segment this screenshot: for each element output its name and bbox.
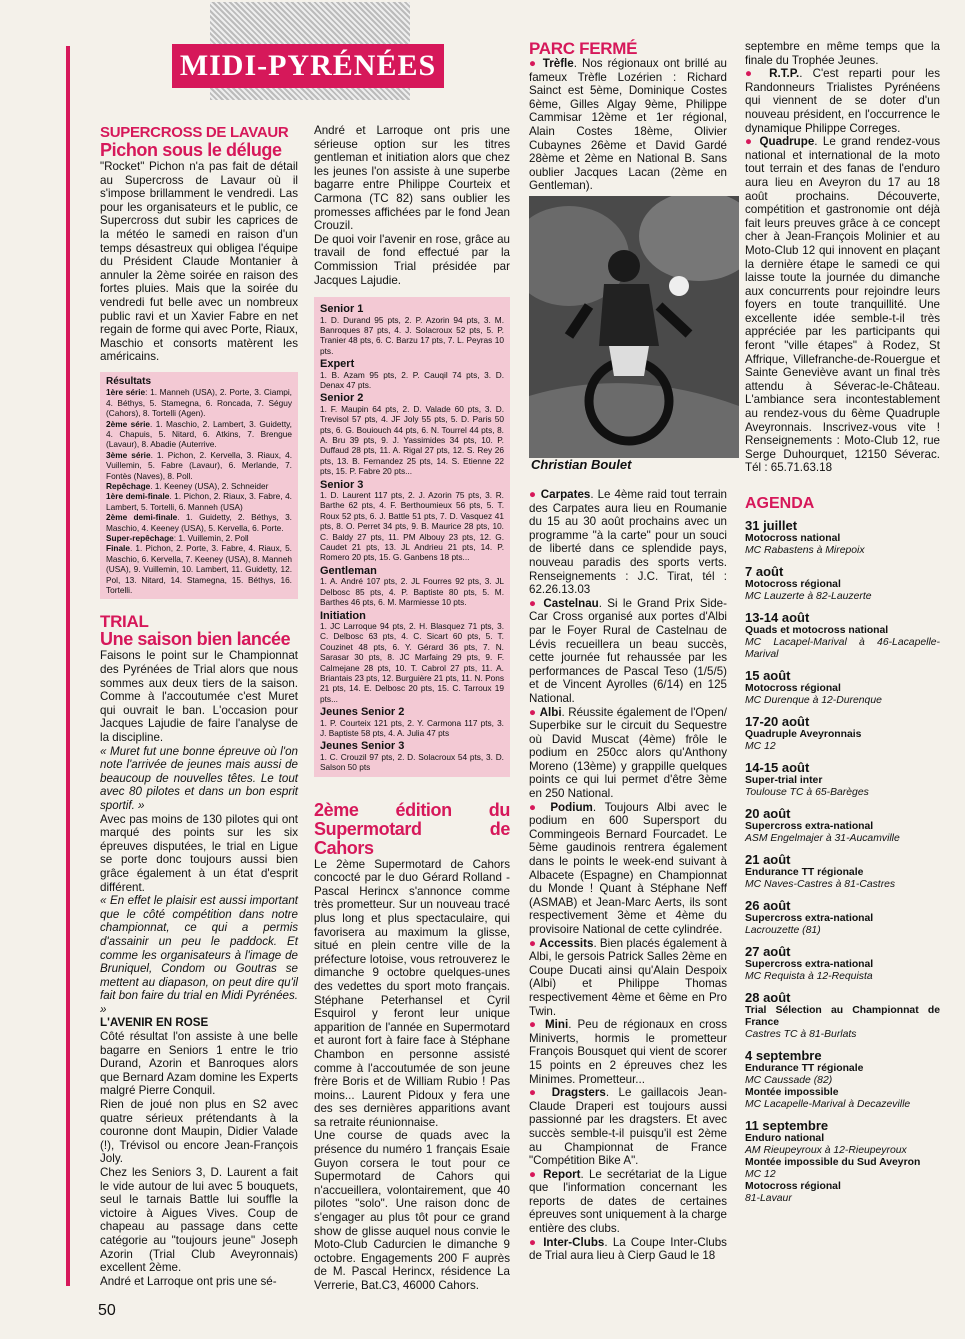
agenda-date: 20 août	[745, 805, 791, 821]
trial-body-6-start: André et Larroque ont pris une sé-	[100, 1274, 277, 1288]
bullet-icon: ●	[745, 67, 770, 81]
bullet-icon: ●	[529, 488, 541, 501]
bullet-icon: ●	[529, 800, 551, 814]
trial-result-text: 1. D. Durand 95 pts, 2. P. Azorin 94 pts, 3. M. Banroques 87 pts, 4. J. Solacroux 52 pts, 5. P. Tranier 48 pts, 6. C. Barzu 17 pts, 7. L. Peyras 10 pts.	[320, 314, 504, 356]
news-item-text: . Bien placés également à Albi, le gersois Patrick Salles 2ème en Coupe Ducati ainsi qu'Alain Despoix (Albi) et Philippe Thomas respectivement 4ème et 6ème en Pro Twin.	[529, 936, 727, 1018]
news-item-text: . Toujours Albi avec le podium en 600 Supersport du Commingeois Bernard Fourcadet. Le 5ème gaudinois rentrera également dans le points le week-end suivant à Albacete (Espagne) en Championnat du Monde ! Quant à Stéphane Neff (ASMAB) et Jean-Marc Aerts, ils sont respectivement 3ème et 4ème du provisoire National de cette cylindrée.	[529, 800, 727, 936]
result-line	[106, 450, 292, 481]
trial-quote-1: « Muret fut une bonne épreuve où l'on note l'arrivée de jeunes mais aussi de beaucoup de nouvelles têtes. Le tout avec 80 pilotes et dans un bon esprit sportif. »	[100, 744, 298, 812]
trial-result-category: Jeunes Senior 3	[320, 740, 405, 753]
agenda-event: Montée impossible du Sud Aveyron	[745, 1156, 921, 1168]
agenda-location: ASM Engelmajer à 31-Aucamville	[745, 832, 900, 844]
result-label: 3ème série	[106, 449, 151, 460]
agenda-location: MC Requista à 12-Requista	[745, 970, 873, 982]
news-item-label: Trèfle	[542, 57, 574, 70]
agenda-date: 11 septembre	[745, 1117, 829, 1133]
column-4	[745, 40, 940, 1205]
news-item-text: . C'est reparti pour les Randonneurs Trialistes Pyrénéens qui viennent de se doter d'un nouveau président, en l'occurrence le dynamique Philippe Correges.	[745, 67, 940, 135]
news-item	[529, 1236, 727, 1263]
trial-body-2: Avec pas moins de 130 pilotes qui ont marqué des points sur les six épreuves disputées, le trial en Ligue se porte donc toujours aussi bien grâce également à un état d'esprit différent.	[100, 812, 298, 894]
region-title: MIDI-PYRÉNÉES	[172, 44, 444, 88]
agenda-location: MC 12	[745, 740, 776, 752]
agenda-event: Supercross extra-national	[745, 958, 874, 970]
agenda-location: MC Lauzerte à 82-Lauzerte	[745, 590, 872, 602]
agenda-location: Lacrouzette (81)	[745, 924, 821, 936]
news-item-label: Castelnau	[543, 596, 599, 610]
result-text: : 1. Manneh (USA), 2. Porte, 3. Ciampi, 4. Béthys, 5. Stamegna, 6. Roncada, 7. Séguy (Cahors), 8. Tortelli (Agen).	[106, 387, 292, 419]
news-item-text: . Réussite également de l'Open/ Superbike sur le circuit du Sequestre où David Muscat (4ème) frôle le podium en 250cc alors qu'Anthony Moreno (13ème) y grappille quelques points ce qui lui permet d'être 3ème en 250 National.	[529, 705, 727, 801]
column-2	[314, 124, 510, 1293]
agenda-event: Motocross régional	[745, 1180, 841, 1192]
trial-body-7: De quoi voir l'avenir en rose, grâce au travail de fond effectué par la Commission Trial présidée par Jacques Lajudie.	[314, 232, 510, 287]
trial-headline: Une saison bien lancée	[100, 629, 291, 650]
news-item-label: R.T.P.	[769, 67, 800, 81]
news-item-label: Inter-Clubs	[543, 1235, 605, 1249]
agenda-date: 17-20 août	[745, 713, 810, 729]
bullet-icon: ●	[529, 1235, 544, 1249]
news-item	[529, 937, 727, 1019]
agenda-date: 31 juillet	[745, 517, 798, 533]
agenda-event: Quadruple Aveyronnais	[745, 728, 862, 740]
trial-body-4: Rien de joué non plus en S2 avec quatre sérieux prétendants à la couronne dont Maupin, Didier Valade (!), Trévisol ou encore Jean-François Joly.	[100, 1098, 298, 1166]
news-item-label: Report	[543, 1167, 581, 1181]
news-item	[529, 597, 727, 706]
result-label: 1ère série	[106, 387, 146, 398]
results-title: Résultats	[106, 375, 152, 387]
result-text: . 1. Maschio, 2. Lambert, 3. Guidetty, 4. Chapuis, 5. Nitard, 6. Atkins, 7. Brengue (Lavaur), 8. Abadie (Auterrive.	[106, 418, 292, 450]
result-text: : 1. Vuillemin, 2. Poll	[173, 533, 249, 543]
news-item-label: Podium	[550, 800, 593, 814]
trial-body-6: André et Larroque ont pris une sérieuse option sur les titres gentleman et initiation alors que chez les jeunes l'on assiste à une superbe bagarre entre Philippe Courteix et Carmona (TC 82) sans oublier les promesses affichées par le fond Jean Crouzil.	[314, 124, 510, 233]
result-text: . 1. Pichon, 2. Riaux, 3. Fabre, 4. Lambert, 5. Tortelli, 6. Manneh (USA)	[106, 491, 292, 512]
result-label: Repêchage	[106, 480, 151, 491]
supercross-kicker: SUPERCROSS DE LAVAUR	[100, 124, 289, 141]
news-item-label: Albi	[539, 705, 562, 719]
trial-result-text: 1. C. Crouzil 97 pts, 2. D. Solacroux 54 pts, 3. D. Salson 50 pts	[320, 751, 504, 773]
page-number: 50	[98, 1302, 116, 1319]
trial-result-text: 1. P. Courteix 121 pts, 2. Y. Carmona 117 pts, 3. J. Baptiste 58 pts, 4. A. Julia 47 pts	[320, 717, 504, 738]
parc-ferme-items-top	[529, 57, 727, 193]
trial-result-text: 1. B. Azam 95 pts, 2. P. Cauqil 74 pts, 3. D. Denax 47 pts.	[320, 369, 504, 390]
agenda-event: Endurance TT régionale	[745, 866, 864, 878]
result-line	[106, 419, 292, 450]
trial-result-category: Initiation	[320, 609, 366, 622]
supermotard-headline: 2ème édition du Supermotard de Cahors	[314, 799, 510, 858]
trial-kicker: TRIAL	[100, 612, 149, 632]
col4-intro: septembre en même temps que la finale du Trophée Jeunes.	[745, 40, 940, 67]
news-item-label: Carpates	[540, 488, 591, 501]
agenda-event: Montée impossible	[745, 1086, 839, 1098]
agenda-list	[745, 518, 940, 1205]
trial-results-list	[320, 304, 504, 772]
agenda-location: MC Caussade (82)	[745, 1074, 833, 1086]
news-item	[529, 57, 727, 193]
bullet-icon: ●	[529, 1086, 552, 1100]
trial-quote-2: « En effet le plaisir est aussi important que le côté compétition dans notre championnat, ce qui a permis d'assainir un peu le paddock. Et comme les organisateurs à l'image de Bruniquel, Condom ou Goutras se mettent au diapason, on peut dire qu'il fait bon faire du trial en Midi Pyrénées. »	[100, 894, 298, 1016]
news-item	[529, 488, 727, 597]
agenda-date: 14-15 août	[745, 759, 810, 775]
news-item-label: Dragsters	[551, 1086, 606, 1100]
agenda-location: MC Lacapelle-Marival à Decazeville	[745, 1098, 911, 1110]
agenda-date: 28 août	[745, 989, 791, 1005]
agenda-date: 13-14 août	[745, 609, 810, 625]
agenda-date: 15 août	[745, 667, 791, 683]
trial-result-category: Gentleman	[320, 564, 377, 577]
agenda-event: Motocross national	[745, 532, 841, 544]
result-line	[106, 481, 292, 491]
agenda-event: Trial Sélection au Championnat de France	[745, 1004, 940, 1028]
news-item-label: Accessits	[539, 936, 594, 950]
trial-result-text: 1. A. André 107 pts, 2. JL Fourres 92 pts, 3. JL Delbosc 85 pts, 4. P. Baptiste 80 pts, 5. M. Barthes 46 pts, 6. M. Marmiesse 10 pts.	[320, 576, 504, 608]
news-item	[745, 67, 940, 135]
result-text: . 1. Pichon, 2. Porte, 3. Fabre, 4. Riaux, 5. Maschio, 6. Kervella, 7. Keeney (USA), 8. Manneh (USA), 9. Vuillemin, 10. Lambert, 11. Guidetty, 12. Pol, 13. Nitard, 14. Stamegna, 15. Béthys, 16. Tortelli.	[106, 543, 292, 596]
news-item-text: . Peu de régionaux en cross Miniverts, hormis le prometteur François Bousquet qui vient de scorer 15 points en 2 épreuves chez les Minimes. Prometteur...	[529, 1018, 727, 1086]
header-pattern	[210, 2, 410, 46]
rider-photo-illustration	[529, 196, 739, 458]
trial-result-category: Senior 2	[320, 392, 364, 405]
parc-ferme-kicker: PARC FERMÉ	[529, 39, 638, 58]
result-text: . 1. Pichon, 2. Kervella, 3. Riaux, 4. Vuillemin, 5. Fabre (Lavaur), 6. Merlande, 7. Fontès (Naves), 8. Poll.	[106, 449, 292, 481]
result-label: 1ère demi-finale	[106, 491, 170, 502]
result-line	[106, 543, 292, 595]
bullet-icon: ●	[745, 135, 760, 149]
bullet-icon: ●	[529, 705, 540, 719]
agenda-date: 27 août	[745, 943, 791, 959]
agenda-location: 81-Lavaur	[745, 1192, 792, 1204]
result-label: 2ème série	[106, 418, 150, 429]
agenda-event: Endurance TT régionale	[745, 1062, 864, 1074]
news-item-text: . Le secrétariat de la Ligue que l'information concernant les reports de dates de certaines épreuves sont uniquement à la charge entière des clubs.	[529, 1167, 727, 1236]
column-1	[100, 124, 298, 1288]
agenda-date: 4 septembre	[745, 1047, 822, 1063]
news-item-label: Quadrupe	[759, 135, 815, 149]
bullet-icon: ●	[529, 1018, 545, 1032]
parc-ferme-items-bottom	[529, 488, 727, 1263]
agenda-location: MC Lacapel-Marival à 46-Lacapelle-Marival	[745, 636, 940, 660]
rider-photo	[529, 196, 739, 458]
trial-subhead: L'AVENIR EN ROSE	[100, 1016, 209, 1030]
agenda-event: Super-trial inter	[745, 774, 823, 786]
news-item-label: Mini	[545, 1018, 569, 1032]
photo-caption: Christian Boulet	[531, 457, 632, 472]
trial-result-text: 1. JC Larroque 94 pts, 2. H. Blasquez 71 pts, 3. C. Delbosc 63 pts, 4. C. Sicart 60 pts, 5. T. Couzinet 48 pts, 6. Y. Gérard 36 pts, 7. N. Sarasar 30 pts, 8. JC Marfaing 29 pts, 9. F. Calmejane 28 pts, 10. T. Cabrol 27 pts, 11. A. Briantais 23 pts, 12. Burguière 21 pts, 11. N. Pons 21 pts, 14. E. Delbosc 20 pts, 15. C. Tarroux 19 pts...	[320, 620, 504, 704]
trial-result-text: 1. F. Maupin 64 pts, 2. D. Valade 60 pts, 3. D. Trevisol 57 pts, 4. JF Joly 55 pts, 5. D. Paris 50 pts, 6. G. Bouiouch 44 pts, 6. N. Tourrel 44 pts, 8. A. Bru 39 pts, 9. J. Yassimides 34 pts, 10. P. Duffaud 28 pts, 11. A. Rigal 27 pts, 12. S. Rey 26 pts, 13. B. Fernandez 25 pts, 14. S. Etienne 22 pts, 15. P. Fabre 20 pts...	[320, 403, 504, 477]
trial-result-category: Senior 1	[320, 303, 364, 316]
bullet-icon: ●	[529, 596, 544, 610]
supermotard-body-2: Une course de quads avec la présence du numéro 1 français Esaie Guyon corsera le tout pour ce Supermotard de Cahors qui n'accueillera, volontairement, que 40 pilotes "solo". Une raison donc de s'engager au plus tôt pour ce grand show de glisse auquel nous convie le Moto-Club Cadurcien le dimanche 9 octobre. Engagements 200 F auprès de M. Pascal Herincx, résidence La Verrerie, Bat.C3, 46000 Cahors.	[314, 1129, 510, 1292]
supercross-body: "Rocket" Pichon n'a pas fait de détail au Supercross de Lavaur où il s'impose brillamment le vendredi. Las pour les organisateurs et le public, ce Supercross dut subir les caprices de la météo le samedi en raison d'un temps désastreux qui obligea l'équipe du Président Claude Montanier à annuler la 2ème soirée en raison des fortes pluies. Mais que la soirée du vendredi fut belle avec un nombreux public ravi et un Xavier Fabre en net regain de forme qui avec Porte, Riaux, Maschio et consorts matèrent les américains.	[100, 160, 298, 364]
result-line	[106, 491, 292, 512]
trial-result-category: Senior 3	[320, 478, 364, 491]
agenda-location: MC Rabastens à Mirepoix	[745, 544, 865, 556]
trial-result-category: Expert	[320, 358, 355, 371]
column-3	[529, 40, 727, 193]
result-text: . 1. Keeney (USA), 2. Schneider	[150, 480, 269, 491]
agenda-event: Motocross régional	[745, 578, 841, 590]
header-pattern-bottom	[210, 86, 410, 100]
agenda-location: MC 12	[745, 1168, 776, 1180]
supermotard-body-1: Le 2ème Supermotard de Cahors concocté par le duo Gérard Rolland - Pascal Herincx s'annonce comme très prometteur. Sur un nouveau tracé plus long et plus spectaculaire, qui favorisera au maximum la glisse, situé en plein centre ville de la préfecture lotoise, vous retrouverez le dimanche 9 octobre quelques-unes des vedettes du sport moto français. Stéphane Peterhansel et Cyril Esquirol y feront leur unique apparition de l'année en Supermotard et auront fort à faire face à Stéphane Chambon en personne assisté comme à l'accoutumée de son jeune frère Boris et de William Rubio ! Pas moins... Laurent Pidoux y fera une des ses dernières apparitions avant sa retraite réunionnaise.	[314, 857, 510, 1129]
agenda-event: Enduro national	[745, 1132, 825, 1144]
agenda-event: Quads et motocross national	[745, 624, 889, 636]
agenda-date: 26 août	[745, 897, 791, 913]
news-item	[529, 1018, 727, 1086]
result-text: . 1. Guidetty, 2. Béthys, 3. Maschio, 4. Keeney (USA), 5. Kervella, 6. Porte.	[106, 512, 292, 533]
agenda-location: MC Durenque à 12-Durenque	[745, 694, 882, 706]
agenda-date: 21 août	[745, 851, 791, 867]
col4-items	[745, 67, 940, 475]
column-3-lower	[529, 488, 727, 1263]
agenda-event: Supercross extra-national	[745, 912, 874, 924]
trial-body-1: Faisons le point sur le Championnat des Pyrénées de Trial alors que nous sommes aux deux tiers de la saison. Comme à l'accoutumée c'est Muret qui ouvrait le ban. L'occasion pour Jacques Lajudie de faire l'analyse de la discipline.	[100, 649, 298, 744]
supercross-headline: Pichon sous le déluge	[100, 140, 282, 160]
news-item-text: . Si le Grand Prix Side-Car Cross organisé aux portes d'Albi par le Foyer Rural de Castelnau de Lévis recueillera un beau succès, cette journée fut rehaussée par les performances de Pascal Teso (1/5/5) et de Vincent Ayrolles (6/14) en 125 National.	[529, 596, 727, 705]
news-item-text: . Nos régionaux ont brillé au fameux Trèfle Lozérien : Richard Sainct est 5ème, Dominique Costes 6ème, Gilles Algay 9ème, Philippe Cammisar 12ème et 1er régional, Alain Costes 18ème, Olivier Cubaynes 26ème et David Gardé 28ème et 2ème en National B. Sans oublier Jacques Lacan (2ème en Gentleman).	[529, 57, 727, 193]
agenda-location: Castres TC à 81-Burlats	[745, 1028, 857, 1040]
agenda-event: Supercross extra-national	[745, 820, 874, 832]
news-item-text: . La Coupe Inter-Clubs de Trial aura lieu à Cierp Gaud le 18	[529, 1235, 727, 1263]
news-item	[529, 1086, 727, 1168]
news-item-text: . Le grand rendez-vous national et international de la moto tout terrain et des fanas de l'enduro aura lieu en Aveyron du 17 au 18 août prochains. Découverte, compétition et gastronomie ont déjà fait leurs preuves grâce à ce concept cher à Jean-François Molinier et au Moto-Club 12 qui innovent en plaçant la dernière étape le samedi ce qui laisse toute la journée du dimanche aux concurrents pour rejoindre leurs foyers en toute tranquillité. Une excellente idée semble-t-il très appréciée par les participants qui feront "ville étapes" à Rodez, St Affrique, Villefranche-de-Rouergue et Sainte Geneviève avant un final très attendu à Séverac-le-Château. L'ambiance sera incontestablement au rendez-vous du 6ème Quadruple Aveyronnais. Inscrivez-vous vite ! Renseignements : Moto-Club 12, rue Serge Duhourquet, 12150 Séverac. Tél : 65.71.63.18	[745, 135, 940, 475]
agenda-title: AGENDA	[745, 495, 815, 512]
news-item	[529, 801, 727, 937]
news-item	[529, 1168, 727, 1236]
agenda-event: Motocross régional	[745, 682, 841, 694]
left-margin-bar	[66, 46, 70, 1286]
agenda-location: AM Rieupeyroux à 12-Rieupeyroux	[745, 1144, 907, 1156]
result-line	[106, 533, 292, 543]
result-line	[106, 387, 292, 418]
news-item	[529, 706, 727, 801]
result-label: Finale	[106, 543, 130, 554]
result-label: 2ème demi-finale	[106, 512, 178, 523]
trial-results-box	[314, 297, 510, 776]
agenda-location: MC Naves-Castres à 81-Castres	[745, 878, 896, 890]
trial-body-5: Chez les Seniors 3, D. Laurent a fait le vide autour de lui avec 5 bouquets, seul le tarnais Battle lui souffle la victoire à Aigues Vives. Coup de chapeau au passage dans cette catégorie au "toujours jeune" Joseph Azorin (Trial Club Aveyronnais) excellent 2ème.	[100, 1166, 298, 1275]
results-list	[106, 387, 292, 595]
news-item	[745, 135, 940, 475]
bullet-icon: ●	[529, 936, 540, 950]
agenda-location: Toulouse TC à 65-Barèges	[745, 786, 869, 798]
bullet-icon: ●	[529, 1167, 544, 1181]
trial-body-3: Côté résultat l'on assiste à une belle bagarre en Seniors 1 entre le trio Durand, Azorin et Banroques alors que Bernard Azam domine les Experts malgré Pierre Conquil.	[100, 1030, 298, 1098]
agenda-date: 7 août	[745, 563, 784, 579]
news-item-text: . Le 4ème raid tout terrain des Carpates aura lieu en Roumanie du 15 au 30 août prochains avec un programme "à la carte" pour un souci de liberté dans ce splendide pays, nouveau paradis des sports verts. Renseignements : J.C. Tirat, tél : 62.26.13.03	[529, 488, 727, 597]
news-item-text: . Le gaillacois Jean-Claude Draperi est toujours aussi passionné par les dragsters. Et avec succès semble-t-il puisqu'il est 2ème au Championnat de France "Compétition Bike A".	[529, 1086, 727, 1168]
results-box	[100, 372, 298, 600]
trial-result-text: 1. D. Laurent 117 pts, 2. J. Azorin 75 pts, 3. R. Barthe 62 pts, 4. F. Berthoumieux 56 pts, 5. T. Roux 52 pts, 6. J. Battle 51 pts, 7. D. Vasquez 41 pts, 8. O. Perret 34 pts, 9. B. Maurice 28 pts, 10. C. Baldy 27 pts, 11. PM Albouy 23 pts, 12. G. Caudet 21 pts, 13. JL Andrieu 21 pts, 14. P. Romero 20 pts, 15. G. Ganbens 18 pts...	[320, 490, 504, 563]
result-line	[106, 512, 292, 533]
trial-result-category: Jeunes Senior 2	[320, 706, 405, 719]
bullet-icon: ●	[529, 57, 543, 70]
result-label: Super-repêchage	[106, 533, 174, 543]
